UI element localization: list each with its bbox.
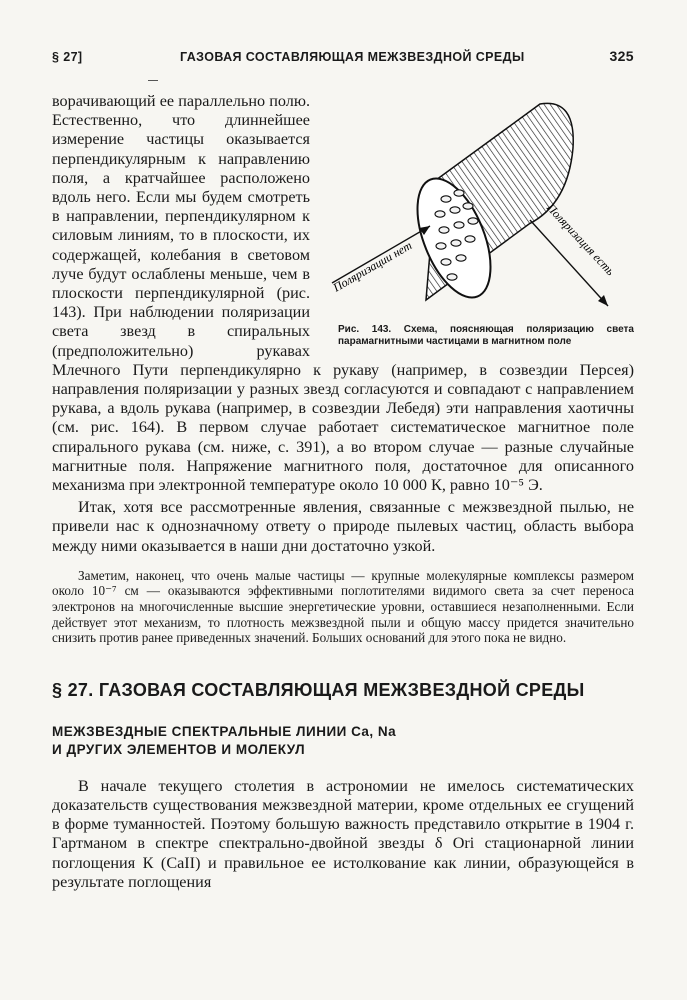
paragraph-dust-summary: Итак, хотя все рассмотренные явления, связанные с межзвездной пылью, не привели нас к однозначному ответу о природе пылевых частиц, область выбора между ними оказывается в наши дни достаточно узкой. — [52, 498, 634, 555]
paragraph-hartmann: В начале текущего столетия в астрономии не имелось систематических доказательств существования межзвездной материи, кроме отдельных ее сгущений в форме туманностей. Поэтому большую важность представило открытие в 1904 г. Гартманом в спектре спектрально-двойной звезды δ Ori стационарной линии поглощения К (CaII) и правильное ее истолкование как линии, образующейся в результате поглощения — [52, 776, 634, 891]
figure-143 — [318, 96, 634, 348]
figure-illustration — [318, 96, 634, 322]
section-heading: § 27. ГАЗОВАЯ СОСТАВЛЯЮЩАЯ МЕЖЗВЕЗДНОЙ СРЕДЫ — [52, 679, 585, 700]
subsection-heading-line-2: И ДРУГИХ ЭЛЕМЕНТОВ И МОЛЕКУЛ — [52, 741, 306, 757]
paragraph-main — [52, 92, 634, 495]
running-head-title: ГАЗОВАЯ СОСТАВЛЯЮЩАЯ МЕЖЗВЕЗДНОЙ СРЕДЫ — [180, 50, 525, 64]
note-small-particles: Заметим, наконец, что очень малые частицы — крупные молекулярные комплексы размером около 10⁻⁷ см — оказываются эффективными поглотителями видимого света за счет переноса электронов на многочисленные высшие энергетические уровни, оставшиеся незаполненными. Если действует этот механизм, то плотность межзвездной пыли и общую массу придется значительно снизить против ранее приведенных значений. Больших оснований для этого пока не видно. — [52, 567, 634, 646]
page-number: 325 — [609, 48, 634, 64]
running-head — [52, 44, 634, 66]
running-head-section: § 27] — [52, 50, 83, 64]
label-polarization: Поляризация есть — [543, 200, 618, 279]
figure-caption: Рис. 143. Схема, поясняющая поляризацию света парамагнитными частицами в магнитном поле — [338, 324, 634, 347]
label-no-polarization: Поляризации нет — [330, 238, 415, 295]
paragraph-main-text: ворачивающий ее параллельно полю. Естественно, что длиннейшее измерение частицы оказывается перпендикулярным к направлению поля, а кратчайшее расположено вдоль него. Если мы будем смотреть в направлении, перпендикулярном к силовым линиям, то в плоскости, их содержащей, колебания в световом луче будут ослаблены меньше, чем в плоскости перпендикулярной (рис. 143). При наблюдении поляризации света звезд в спиральных (предположительно) рукавах Млечного Пути перпендикулярно к рукаву (например, в созвездии Персея) направления поляризации у разных звезд согласуются и совпадают с направлением рукава, а вдоль рукава (например, в созвездии Лебедя) эти направления хаотичны (см. рис. 164). В первом случае работает систематическое магнитное поле спирального рукава (см. ниже, с. 391), а во втором случае — разные случайные магнитные поля. Напряжение магнитного поля, достаточное для описанного механизма при электронной температуре около 10 000 К, равно 10⁻⁵ Э. — [52, 92, 634, 495]
book-page — [52, 44, 634, 892]
subsection-heading-line-1: МЕЖЗВЕЗДНЫЕ СПЕКТРАЛЬНЫЕ ЛИНИИ Ca, Na — [52, 723, 397, 739]
subsection-heading — [52, 723, 634, 759]
